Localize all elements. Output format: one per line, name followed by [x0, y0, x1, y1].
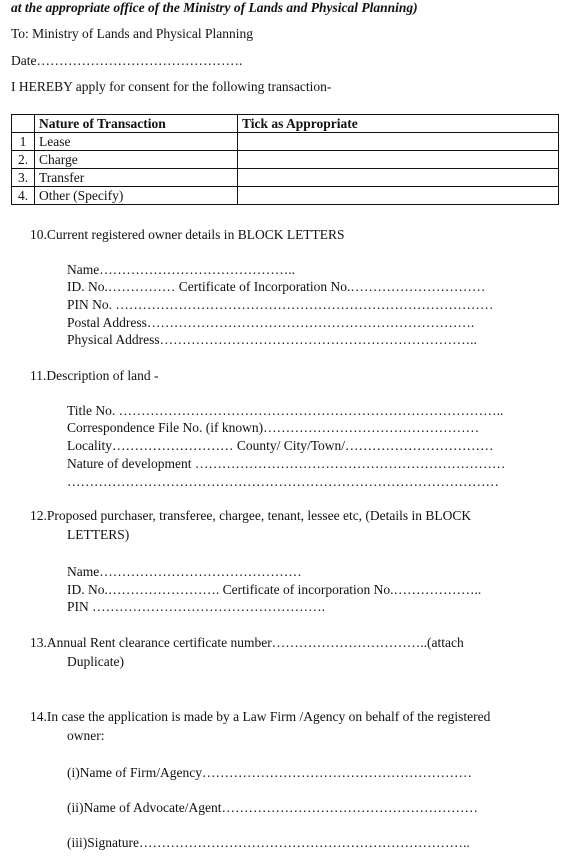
purchaser-pin-field[interactable]: PIN ……………………………………………. [67, 599, 326, 614]
signature-field[interactable]: (iii)Signature……………………………………………………………….. [67, 835, 470, 850]
purchaser-id-field[interactable]: ID. No.……………………. Certificate of incorporation No.……………….. [67, 582, 482, 597]
nature-header: Nature of Transaction [35, 115, 238, 133]
tick-header: Tick as Appropriate [238, 115, 559, 133]
firm-name-field[interactable]: (i)Name of Firm/Agency…………………………………………………… [67, 765, 472, 780]
table-row [12, 187, 559, 205]
owner-postal-field[interactable]: Postal Address………………………………………………………………. [67, 315, 475, 330]
table-row [12, 133, 559, 151]
row-number: 4. [12, 187, 35, 205]
owner-id-field[interactable]: ID. No.…………… Certificate of Incorporation No.………………………… [67, 279, 486, 294]
row-number: 2. [12, 151, 35, 169]
to-line: To: Ministry of Lands and Physical Planning [11, 26, 254, 41]
tick-cell-other[interactable] [238, 187, 559, 205]
hereby-line: I HEREBY apply for consent for the following transaction- [11, 79, 332, 94]
row-nature: Transfer [35, 169, 238, 187]
section-12-heading-cont: LETTERS) [67, 527, 130, 542]
row-nature: Charge [35, 151, 238, 169]
advocate-name-field[interactable]: (ii)Name of Advocate/Agent………………………………………………… [67, 800, 478, 815]
correspondence-field[interactable]: Correspondence File No. (if known)………………………………………… [67, 420, 480, 435]
tick-cell-charge[interactable] [238, 151, 559, 169]
locality-field[interactable]: Locality……………………… County/ City/Town/…………………………… [67, 438, 494, 453]
row-nature: Other (Specify) [35, 187, 238, 205]
office-line: at the appropriate office of the Ministry of Lands and Physical Planning) [11, 0, 418, 15]
purchaser-name-field[interactable]: Name……………………………………… [67, 564, 302, 579]
transaction-table [11, 114, 559, 205]
row-number: 1 [12, 133, 35, 151]
title-no-field[interactable]: Title No. ………………………………………………………………………….. [67, 403, 504, 418]
section-10-heading: 10.Current registered owner details in BLOCK LETTERS [30, 227, 345, 242]
table-row [12, 169, 559, 187]
section-12-heading: 12.Proposed purchaser, transferee, chargee, tenant, lessee etc, (Details in BLOCK [30, 508, 472, 523]
date-field[interactable]: Date………………………………………. [11, 53, 243, 68]
rent-certificate-cont: Duplicate) [67, 654, 124, 669]
row-number: 3. [12, 169, 35, 187]
extra-line-field[interactable]: …………………………………………………………………………………… [67, 474, 499, 489]
section-11-heading: 11.Description of land - [30, 368, 159, 383]
nature-development-field[interactable]: Nature of development …………………………………………………………… [67, 456, 506, 471]
owner-name-field[interactable]: Name…………………………………….. [67, 262, 295, 277]
tick-cell-transfer[interactable] [238, 169, 559, 187]
section-14-heading: 14.In case the application is made by a Law Firm /Agency on behalf of the registered [30, 709, 491, 724]
tick-cell-lease[interactable] [238, 133, 559, 151]
rent-certificate-field[interactable]: 13.Annual Rent clearance certificate number……………………………..(attach [30, 635, 464, 650]
row-nature: Lease [35, 133, 238, 151]
owner-pin-field[interactable]: PIN No. ………………………………………………………………………… [67, 297, 494, 312]
owner-physical-field[interactable]: Physical Address…………………………………………………………….. [67, 332, 477, 347]
table-header-row [12, 115, 559, 133]
num-header [12, 115, 35, 133]
section-14-heading-cont: owner: [67, 728, 105, 743]
table-row [12, 151, 559, 169]
